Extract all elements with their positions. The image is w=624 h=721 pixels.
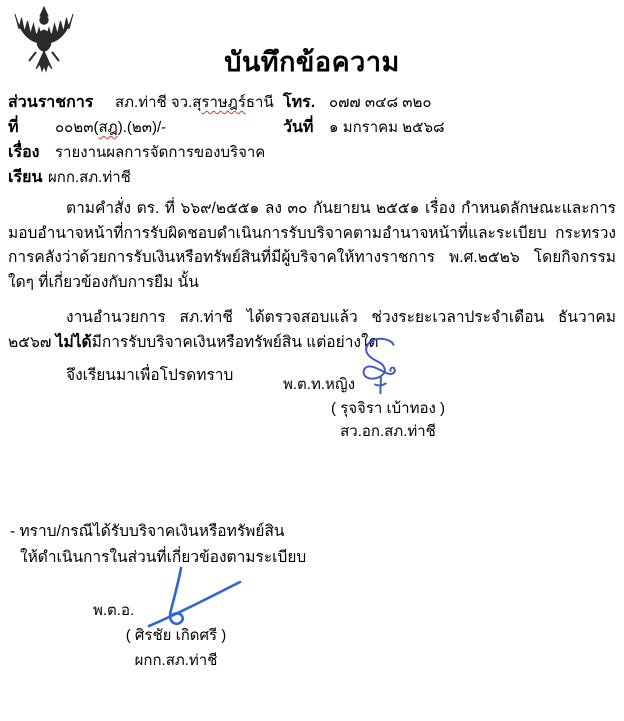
field-row-department [8,90,616,115]
signature2-position: ผกก.สภ.ท่าชี [134,652,218,669]
department-value-spellcheck: ราษฎร์ [201,94,246,111]
signature1-name: ( รุจจิรา เบ้าทอง ) [331,400,445,417]
endorsement-line-2: ให้ดำเนินการในส่วนที่เกี่ยวข้องตามระเบียบ [20,549,307,566]
paragraph2-bold: ไม่ได้ [55,333,92,351]
department-value-pre: สภ.ท่าชี จว.สุ [115,94,202,111]
department-value [115,94,274,111]
field-telephone [283,90,432,115]
signature1-ink-icon [354,336,400,396]
doc-number-value [55,119,166,136]
memo-title: บันทึกข้อความ [224,47,400,77]
endorsement-note [10,519,306,571]
paragraph2-post: มีการรับบริจาคเงินหรือทรัพย์สิน แต่อย่างใด [91,333,379,351]
body-paragraph-1: ตามคำสั่ง ตร. ที่ ๖๖๙/๒๕๕๑ ลง ๓๐ กันยายน ๒๕๕๑ เรื่อง กำหนดลักษณะและการมอบอำนาจหน้าที่การรับผิดชอบดำเนินการรับบริจาคตามอำนาจหน้าที่และระเบียบ กระทรวงการคลังว่าด้วยการรับเงินหรือทรัพย์สินที่มีผู้บริจาคให้ทางราชการ พ.ศ.๒๕๒๖ โดยกิจกรรมใดๆ ที่เกี่ยวข้องกับการยืม นั้น [8,200,616,291]
telephone-value: ๐๗๗ ๓๔๘ ๓๒๐ [329,94,432,111]
to-value: ผกก.สภ.ท่าชี [48,169,131,186]
paragraph2-pre: งานอำนวยการ สภ.ท่าชี ได้ตรวจสอบแล้ว ช่วงระยะเวลาประจำเดือน ธันวาคม ๒๕๖๗ [8,309,616,351]
doc-number-pre: ๐๐๒๓( [55,119,99,136]
field-row-subject [8,140,616,165]
endorsement-line-1: - ทราบ/กรณีได้รับบริจาคเงินหรือทรัพย์สิน [10,523,285,540]
signature-block-officer [0,333,624,441]
signature1-rank: พ.ต.ท.หญิง [283,376,356,393]
signature2-name: ( ศิรชัย เกิดศรี ) [125,627,227,644]
date-value: ๑ มกราคม ๒๕๖๘ [329,119,445,136]
department-label: ส่วนราชการ [8,94,94,111]
doc-number-label: ที่ [8,119,19,136]
subject-value: รายงานผลการจัดการของบริจาค [55,144,266,161]
doc-number-post: ).(๒๓)/- [117,119,167,136]
field-row-number [8,115,616,140]
telephone-label: โทร. [283,94,316,111]
signature1-position: สว.อก.สภ.ท่าชี [340,423,436,440]
date-label: วันที่ [283,119,314,136]
header-fields [8,90,616,190]
department-value-post: ธานี [245,94,274,111]
field-date [283,115,445,140]
body-closing-line: จึงเรียนมาเพื่อโปรดทราบ [66,367,234,384]
field-row-to [8,165,616,190]
to-label: เรียน [8,169,43,186]
signature2-ink-icon [146,566,244,630]
subject-label: เรื่อง [8,144,40,161]
signature2-rank: พ.ต.อ. [93,602,135,619]
signature-block-commander [0,566,420,676]
doc-number-spellcheck: สฎ [98,119,118,136]
